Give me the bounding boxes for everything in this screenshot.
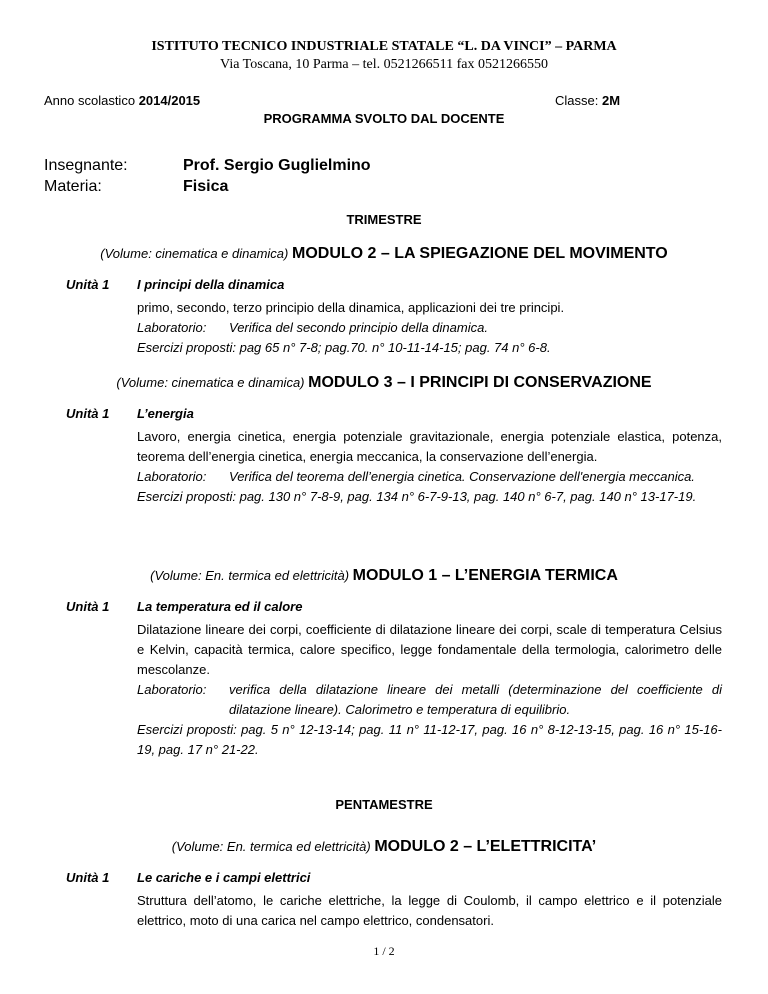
subject-name: Fisica	[183, 178, 229, 195]
lab-text: verifica della dilatazione lineare dei metalli (determinazione del coefficiente di dilatazione lineare). Calorimetro e temperatura di equilibrio.	[229, 682, 722, 717]
unit-label: Unità 1	[66, 406, 110, 421]
unit-content: Lavoro, energia cinetica, energia potenziale gravitazionale, energia potenziale elastica, potenza, teorema dell’energia cinetica, energia meccanica, la conservazione dell’energia.	[137, 429, 722, 464]
module-title: MODULO 2 – LA SPIEGAZIONE DEL MOVIMENTO	[291, 245, 668, 262]
module-title: MODULO 1 – L’ENERGIA TERMICA	[352, 567, 618, 584]
document-title: PROGRAMMA SVOLTO DAL DOCENTE	[263, 111, 505, 126]
module-heading	[0, 245, 768, 263]
lab-text: Verifica del secondo principio della dinamica.	[229, 320, 488, 335]
unit-title: La temperatura ed il calore	[137, 599, 303, 614]
class-info	[555, 93, 620, 108]
unit-label: Unità 1	[66, 277, 110, 292]
unit-content: Struttura dell’atomo, le cariche elettriche, la legge di Coulomb, il campo elettrico e il potenziale elettrico, moto di una carica nel campo elettrico, condensatori.	[137, 893, 722, 928]
class-value: 2M	[601, 93, 621, 108]
exercises: Esercizi proposti: pag. 5 n° 12-13-14; pag. 11 n° 11-12-17, pag. 16 n° 8-12-13-15, pag. 16 n° 15-16-19, pag. 17 n° 21-22.	[137, 722, 722, 757]
lab-label: Laboratorio:	[137, 682, 207, 697]
lab-line	[137, 467, 722, 487]
class-label: Classe:	[555, 93, 599, 108]
unit-body	[137, 891, 722, 931]
teacher-label: Insegnante:	[44, 157, 128, 174]
section-pentamestre: PENTAMESTRE	[335, 797, 433, 812]
module-title: MODULO 2 – L’ELETTRICITA’	[374, 838, 597, 855]
unit-label: Unità 1	[66, 870, 110, 885]
institute-address: Via Toscana, 10 Parma – tel. 0521266511 fax 0521266550	[220, 57, 548, 72]
unit-content: primo, secondo, terzo principio della dinamica, applicazioni dei tre principi.	[137, 300, 565, 315]
module-volume: (Volume: En. termica ed elettricità)	[171, 839, 371, 854]
institute-name: ISTITUTO TECNICO INDUSTRIALE STATALE “L. DA VINCI” – PARMA	[151, 39, 617, 54]
module-heading	[0, 567, 768, 585]
module-volume: (Volume: cinematica e dinamica)	[100, 246, 289, 261]
exercises: Esercizi proposti: pag. 130 n° 7-8-9, pag. 134 n° 6-7-9-13, pag. 140 n° 6-7, pag. 140 n° 13-17-19.	[137, 489, 697, 504]
unit-title: Le cariche e i campi elettrici	[137, 870, 311, 885]
module-heading	[0, 838, 768, 856]
lab-label: Laboratorio:	[137, 320, 207, 335]
module-title: MODULO 3 – I PRINCIPI DI CONSERVAZIONE	[308, 374, 652, 391]
section-trimestre: TRIMESTRE	[346, 212, 422, 227]
subject-label: Materia:	[44, 178, 102, 195]
unit-title: L’energia	[137, 406, 194, 421]
module-volume: (Volume: En. termica ed elettricità)	[150, 568, 350, 583]
school-year-value: 2014/2015	[138, 93, 201, 108]
unit-body	[137, 298, 722, 358]
module-heading	[0, 374, 768, 392]
page-number: 1 / 2	[373, 944, 395, 958]
unit-body	[137, 620, 722, 760]
exercises: Esercizi proposti: pag 65 n° 7-8; pag.70. n° 10-11-14-15; pag. 74 n° 6-8.	[137, 340, 551, 355]
school-year	[44, 93, 200, 108]
lab-text: Verifica del teorema dell’energia cinetica. Conservazione dell'energia meccanica.	[229, 469, 695, 484]
unit-title: I principi della dinamica	[137, 277, 285, 292]
module-volume: (Volume: cinematica e dinamica)	[116, 375, 305, 390]
school-year-label: Anno scolastico	[44, 93, 136, 108]
teacher-name: Prof. Sergio Guglielmino	[183, 157, 371, 174]
lab-label: Laboratorio:	[137, 469, 207, 484]
lab-line	[137, 680, 722, 720]
unit-body	[137, 427, 722, 507]
unit-content: Dilatazione lineare dei corpi, coefficiente di dilatazione lineare dei corpi, scale di temperatura Celsius e Kelvin, capacità termica, calore specifico, legge fondamentale della termologia, calorimetro delle mescolanze.	[137, 622, 722, 677]
unit-label: Unità 1	[66, 599, 110, 614]
lab-line	[137, 318, 722, 338]
